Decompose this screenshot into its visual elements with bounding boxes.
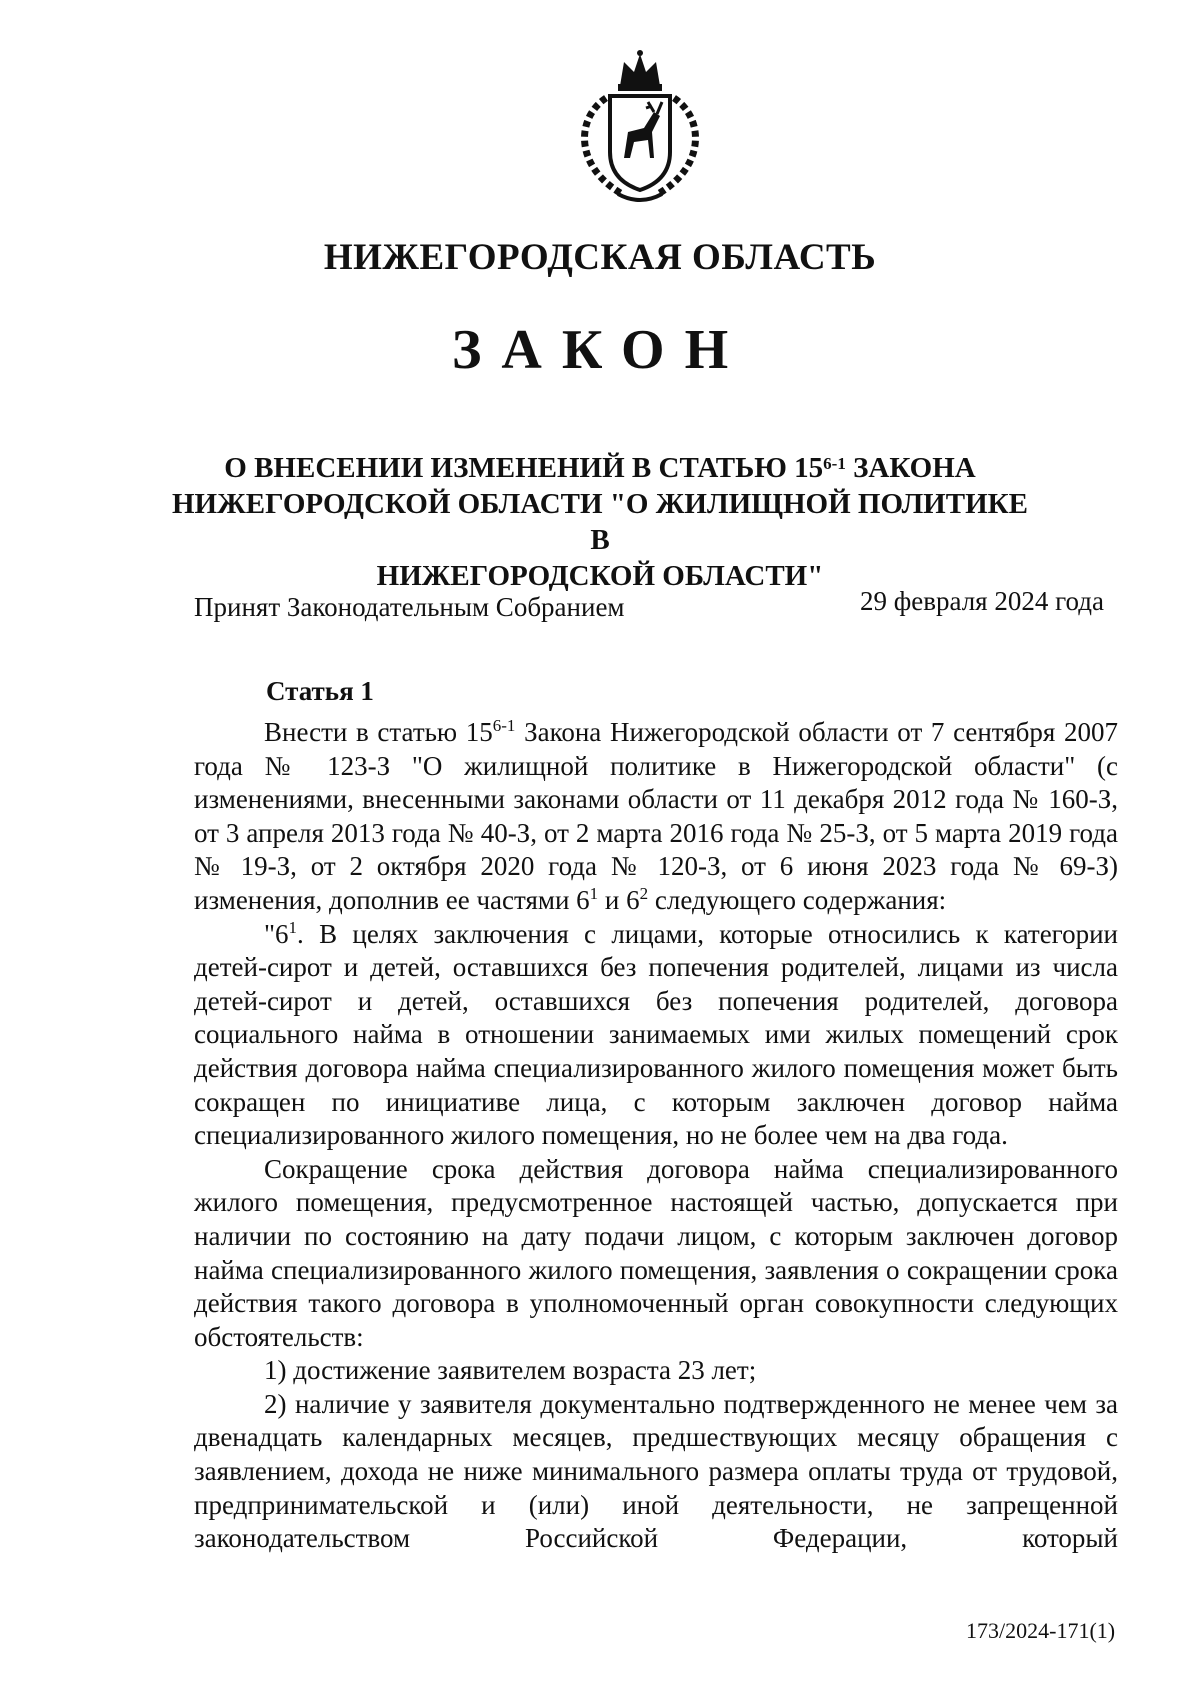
document-type: ЗАКОН bbox=[451, 319, 749, 381]
paragraph: "$6^1$. В целях заключения с лицами, которые относились к категории детей-сирот и детей, оставшихся без попечения родителей, лицами из числа детей-сирот и детей, оставшихся без попечения родителей, договора социального найма в отношении занимаемых ими жилых помещений срок действия договора найма специализированного жилого помещения может быть сокращен по инициативе лица, с которым заключен договор найма специализированного жилого помещения, но не более чем на два года. bbox=[194, 917, 1118, 1151]
adopted-by: Принят Законодательным Собранием bbox=[194, 592, 625, 622]
law-title bbox=[160, 450, 1040, 594]
adoption-date: 29 февраля 2024 года bbox=[860, 586, 1104, 616]
law-title-line-2: НИЖЕГОРОДСКОЙ ОБЛАСТИ "О ЖИЛИЩНОЙ ПОЛИТИКЕ В bbox=[171, 488, 1029, 556]
paragraph: Сокращение срока действия договора найма специализированного жилого помещения, предусмотренное настоящей частью, допускается при наличии по состоянию на дату подачи лицом, с которым заключен договор найма специализированного жилого помещения, заявления о сокращении срока действия такого договора в уполномоченный орган совокупности следующих обстоятельств: bbox=[194, 1153, 1118, 1352]
list-item: 2) наличие у заявителя документально подтвержденного не менее чем за двенадцать календарных месяцев, предшествующих месяцу обращения с заявлением, дохода не ниже минимального размера оплаты труда от трудовой, предпринимательской и (или) иной деятельности, не запрещенной законодательством Российской Федерации, который bbox=[194, 1388, 1118, 1554]
article-body bbox=[194, 716, 1118, 1556]
list-item: 1) достижение заявителем возраста 23 лет; bbox=[264, 1355, 757, 1386]
article-heading: Статья 1 bbox=[266, 676, 374, 706]
document-code: 173/2024-171(1) bbox=[966, 1618, 1116, 1643]
law-title-line-3: НИЖЕГОРОДСКОЙ ОБЛАСТИ" bbox=[376, 560, 824, 592]
paragraph: Внести в статью 15$^{6-1}$ Закона Нижегородской области от 7 сентября 2007 года № 123-З "О жилищной политике в Нижегородской области" (с изменениями, внесенными законами области от 11 декабря 2012 года № 160-З, от 3 апреля 2013 года № 40-З, от 2 марта 2016 года № 25-З, от 5 марта 2019 года № 19-З, от 2 октября 2020 года № 120-З, от 6 июня 2023 года № 69-З) изменения, дополнив ее частями $6^1$ и $6^2$ следующего содержания: bbox=[194, 716, 1118, 915]
law-title-line-1: О ВНЕСЕНИИ ИЗМЕНЕНИЙ В СТАТЬЮ 15$^{6-1}$ ЗАКОНА bbox=[224, 452, 976, 484]
coat-of-arms-icon bbox=[562, 48, 718, 208]
region-name: НИЖЕГОРОДСКАЯ ОБЛАСТЬ bbox=[323, 237, 877, 278]
